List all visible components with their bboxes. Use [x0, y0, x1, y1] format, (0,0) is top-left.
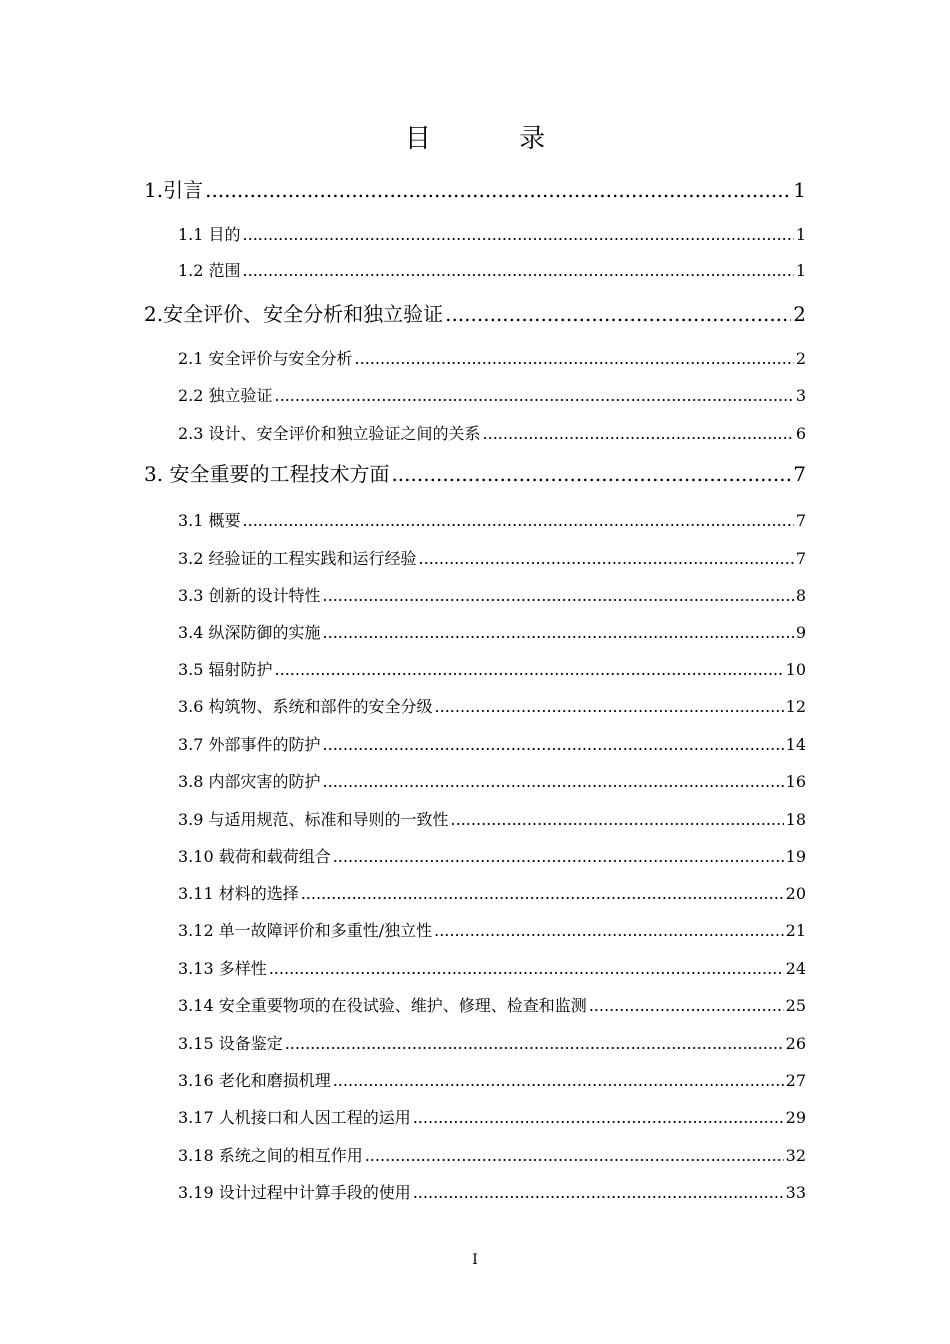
toc-section-entry[interactable]: [178, 657, 806, 680]
toc-entry-page: 7: [795, 511, 806, 530]
toc-entry-page: 32: [785, 1146, 806, 1165]
toc-section-entry[interactable]: [178, 546, 806, 569]
toc-dot-leader: [275, 660, 784, 679]
toc-entry-label: 3.16 老化和磨损机理: [178, 1071, 331, 1090]
toc-entry-label: 3.19 设计过程中计算手段的使用: [178, 1183, 411, 1202]
toc-entry-page: 33: [785, 1183, 806, 1202]
toc-dot-leader: [413, 1183, 784, 1202]
toc-entry-page: 14: [785, 735, 806, 754]
toc-dot-leader: [243, 261, 794, 280]
toc-section-entry[interactable]: [178, 807, 806, 830]
toc-section-entry[interactable]: [178, 1068, 806, 1091]
toc-entry-label: 3. 安全重要的工程技术方面: [144, 462, 390, 486]
toc-entry-label: 3.4 纵深防御的实施: [178, 623, 321, 642]
toc-dot-leader: [451, 810, 784, 829]
toc-dot-leader: [243, 225, 794, 244]
toc-section-entry[interactable]: [178, 1031, 806, 1054]
toc-entry-page: 1: [795, 225, 806, 244]
toc-entry-label: 1.引言: [144, 178, 204, 202]
toc-entry-page: 2: [795, 349, 806, 368]
toc-entry-label: 3.5 辐射防护: [178, 660, 273, 679]
toc-entry-page: 2: [793, 302, 806, 326]
toc-dot-leader: [589, 996, 784, 1015]
toc-section-entry[interactable]: [178, 383, 806, 406]
toc-entry-page: 20: [785, 884, 806, 903]
toc-dot-leader: [483, 424, 794, 443]
toc-section-entry[interactable]: [178, 732, 806, 755]
toc-entry-page: 16: [785, 772, 806, 791]
toc-entry-label: 2.3 设计、安全评价和独立验证之间的关系: [178, 424, 481, 443]
toc-section-entry[interactable]: [178, 694, 806, 717]
toc-entry-label: 3.1 概要: [178, 511, 241, 530]
toc-dot-leader: [301, 884, 784, 903]
toc-dot-leader: [391, 462, 791, 486]
toc-entry-label: 3.14 安全重要物项的在役试验、维护、修理、检查和监测: [178, 996, 587, 1015]
toc-entry-label: 3.8 内部灾害的防护: [178, 772, 321, 791]
toc-dot-leader: [243, 511, 794, 530]
toc-entry-label: 3.7 外部事件的防护: [178, 735, 321, 754]
toc-entry-page: 7: [793, 462, 806, 486]
toc-chapter-entry[interactable]: [144, 458, 806, 487]
toc-section-entry[interactable]: [178, 769, 806, 792]
toc-dot-leader: [413, 1108, 784, 1127]
toc-dot-leader: [365, 1146, 784, 1165]
toc-section-entry[interactable]: [178, 222, 806, 245]
toc-entry-page: 25: [785, 996, 806, 1015]
toc-entry-page: 8: [795, 586, 806, 605]
toc-entry-page: 1: [793, 178, 806, 202]
toc-section-entry[interactable]: [178, 1105, 806, 1128]
toc-section-entry[interactable]: [178, 881, 806, 904]
toc-title: 目 录: [404, 124, 586, 154]
toc-entry-page: 10: [785, 660, 806, 679]
toc-section-entry[interactable]: [178, 258, 806, 281]
toc-entry-page: 3: [795, 386, 806, 405]
toc-section-entry[interactable]: [178, 508, 806, 531]
toc-dot-leader: [269, 959, 784, 978]
toc-chapter-entry[interactable]: [144, 174, 806, 203]
toc-entry-label: 3.12 单一故障评价和多重性/独立性: [178, 921, 433, 940]
toc-entry-page: 1: [795, 261, 806, 280]
toc-entry-page: 27: [785, 1071, 806, 1090]
toc-dot-leader: [333, 847, 784, 866]
toc-entry-page: 29: [785, 1108, 806, 1127]
toc-dot-leader: [434, 921, 784, 940]
toc-entry-label: 3.6 构筑物、系统和部件的安全分级: [178, 697, 433, 716]
toc-entry-page: 24: [785, 959, 806, 978]
toc-entry-label: 3.18 系统之间的相互作用: [178, 1146, 363, 1165]
toc-section-entry[interactable]: [178, 1180, 806, 1203]
toc-entry-label: 3.10 载荷和载荷组合: [178, 847, 331, 866]
toc-section-entry[interactable]: [178, 956, 806, 979]
toc-dot-leader: [355, 349, 794, 368]
toc-dot-leader: [445, 302, 791, 326]
toc-dot-leader: [323, 735, 784, 754]
toc-entry-label: 3.11 材料的选择: [178, 884, 299, 903]
toc-section-entry[interactable]: [178, 583, 806, 606]
toc-entry-label: 2.1 安全评价与安全分析: [178, 349, 353, 368]
toc-entry-page: 19: [785, 847, 806, 866]
toc-entry-page: 7: [795, 549, 806, 568]
toc-section-entry[interactable]: [178, 844, 806, 867]
toc-dot-leader: [285, 1034, 784, 1053]
toc-entry-label: 3.3 创新的设计特性: [178, 586, 321, 605]
toc-section-entry[interactable]: [178, 421, 806, 444]
toc-entry-page: 9: [795, 623, 806, 642]
toc-entry-label: 3.2 经验证的工程实践和运行经验: [178, 549, 417, 568]
toc-section-entry[interactable]: [178, 346, 806, 369]
toc-entry-label: 3.15 设备鉴定: [178, 1034, 283, 1053]
toc-dot-leader: [333, 1071, 784, 1090]
toc-entry-label: 1.2 范围: [178, 261, 241, 280]
page-number: I: [472, 1252, 478, 1268]
toc-entry-label: 1.1 目的: [178, 225, 241, 244]
toc-entry-page: 21: [785, 921, 806, 940]
toc-dot-leader: [205, 178, 791, 202]
toc-chapter-entry[interactable]: [144, 298, 806, 327]
toc-entry-label: 3.13 多样性: [178, 959, 267, 978]
toc-section-entry[interactable]: [178, 1143, 806, 1166]
toc-entry-label: 2.安全评价、安全分析和独立验证: [144, 302, 444, 326]
toc-section-entry[interactable]: [178, 918, 806, 941]
toc-entry-label: 2.2 独立验证: [178, 386, 273, 405]
toc-entry-page: 26: [785, 1034, 806, 1053]
toc-dot-leader: [323, 623, 794, 642]
toc-section-entry[interactable]: [178, 993, 806, 1016]
toc-entry-page: 18: [785, 810, 806, 829]
toc-dot-leader: [323, 772, 784, 791]
toc-entry-page: 12: [785, 697, 806, 716]
toc-entry-page: 6: [795, 424, 806, 443]
toc-dot-leader: [323, 586, 794, 605]
toc-dot-leader: [419, 549, 794, 568]
toc-entry-label: 3.17 人机接口和人因工程的运用: [178, 1108, 411, 1127]
toc-entry-label: 3.9 与适用规范、标准和导则的一致性: [178, 810, 449, 829]
toc-dot-leader: [275, 386, 794, 405]
toc-dot-leader: [435, 697, 784, 716]
toc-section-entry[interactable]: [178, 620, 806, 643]
